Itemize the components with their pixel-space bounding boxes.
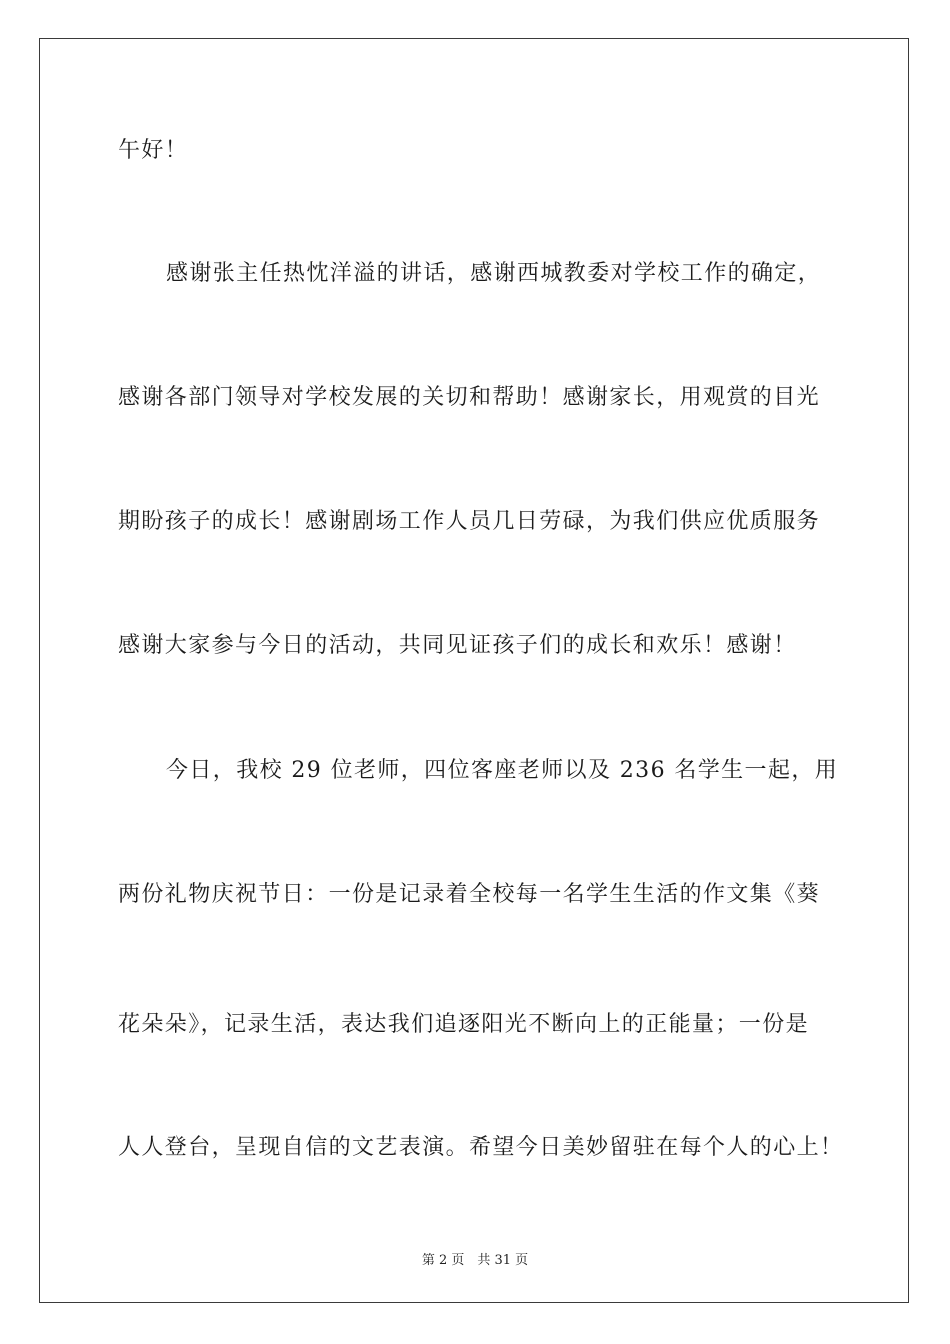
- page-number: 第 2 页 共 31 页: [421, 1253, 529, 1268]
- page-border: [39, 38, 909, 1303]
- text-line-5: 感谢大家参与今日的活动，共同见证孩子们的成长和欢乐！感谢！: [118, 633, 797, 658]
- text-line-2: 感谢张主任热忱洋溢的讲话，感谢西城教委对学校工作的确定，: [166, 261, 822, 286]
- text-line-9: 人人登台，呈现自信的文艺表演。希望今日美妙留驻在每个人的心上！: [118, 1135, 844, 1160]
- text-line-1: 午好！: [118, 138, 189, 163]
- text-line-8: 花朵朵》，记录生活，表达我们追逐阳光不断向上的正能量；一份是: [118, 1012, 810, 1037]
- text-line-7: 两份礼物庆祝节日：一份是记录着全校每一名学生生活的作文集《葵: [118, 882, 821, 907]
- text-line-6: 今日，我校 29 位老师，四位客座老师以及 236 名学生一起，用: [166, 758, 839, 783]
- text-line-3: 感谢各部门领导对学校发展的关切和帮助！感谢家长，用观赏的目光: [118, 385, 821, 410]
- text-line-4: 期盼孩子的成长！感谢剧场工作人员几日劳碌，为我们供应优质服务: [118, 509, 821, 534]
